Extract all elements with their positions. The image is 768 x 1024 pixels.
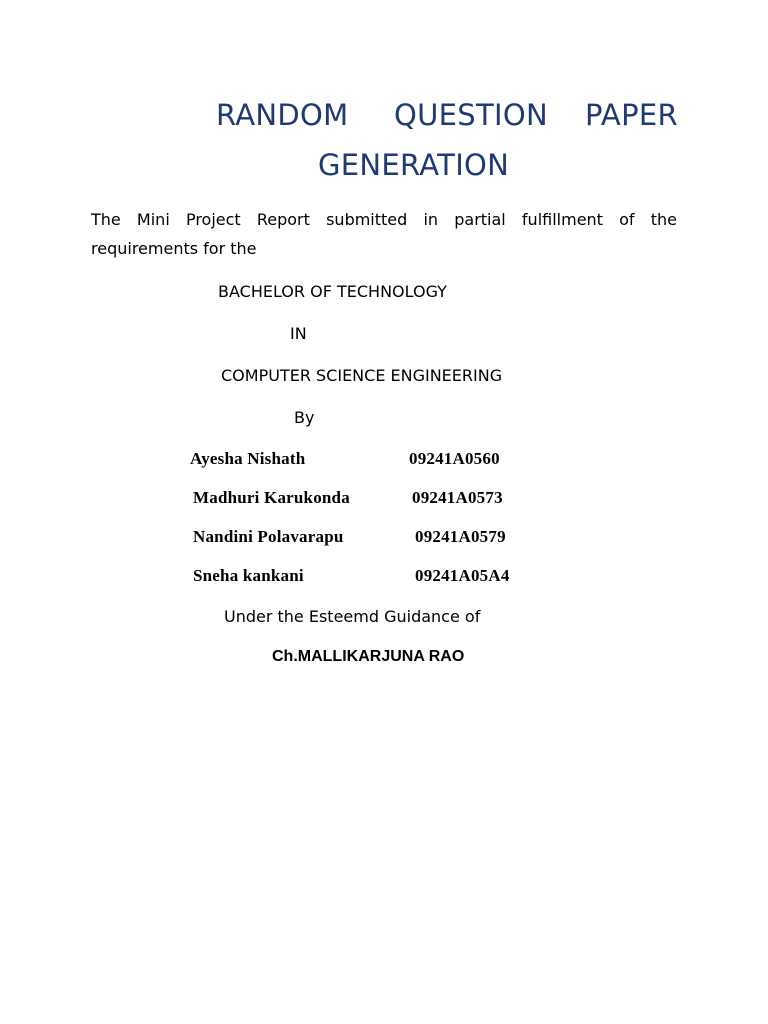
- degree-connector: IN: [290, 324, 307, 343]
- guide-name: Ch.MALLIKARJUNA RAO: [272, 648, 465, 665]
- student-name-4: Sneha kankani: [193, 566, 304, 585]
- intro-line-1: The Mini Project Report submitted in partial fulfillment of the: [91, 210, 677, 229]
- student-name-3: Nandini Polavarapu: [193, 527, 344, 546]
- by-label: By: [294, 408, 315, 427]
- degree-name: BACHELOR OF TECHNOLOGY: [218, 282, 447, 301]
- degree-branch: COMPUTER SCIENCE ENGINEERING: [221, 366, 503, 385]
- student-roll-2: 09241A0573: [412, 488, 503, 507]
- title-word-paper: PAPER: [585, 98, 678, 132]
- title-line-1: [0, 98, 768, 138]
- student-name-1: Ayesha Nishath: [190, 449, 306, 468]
- student-roll-3: 09241A0579: [415, 527, 506, 546]
- title-word-random: RANDOM: [216, 98, 349, 132]
- guidance-label: Under the Esteemd Guidance of: [224, 607, 481, 626]
- title-word-generation: GENERATION: [318, 148, 510, 182]
- title-line-2: [0, 148, 768, 188]
- student-roll-4: 09241A05A4: [415, 566, 510, 585]
- title-word-question: QUESTION: [394, 98, 548, 132]
- student-roll-1: 09241A0560: [409, 449, 500, 468]
- intro-line-2: requirements for the: [91, 239, 257, 258]
- student-name-2: Madhuri Karukonda: [193, 488, 350, 507]
